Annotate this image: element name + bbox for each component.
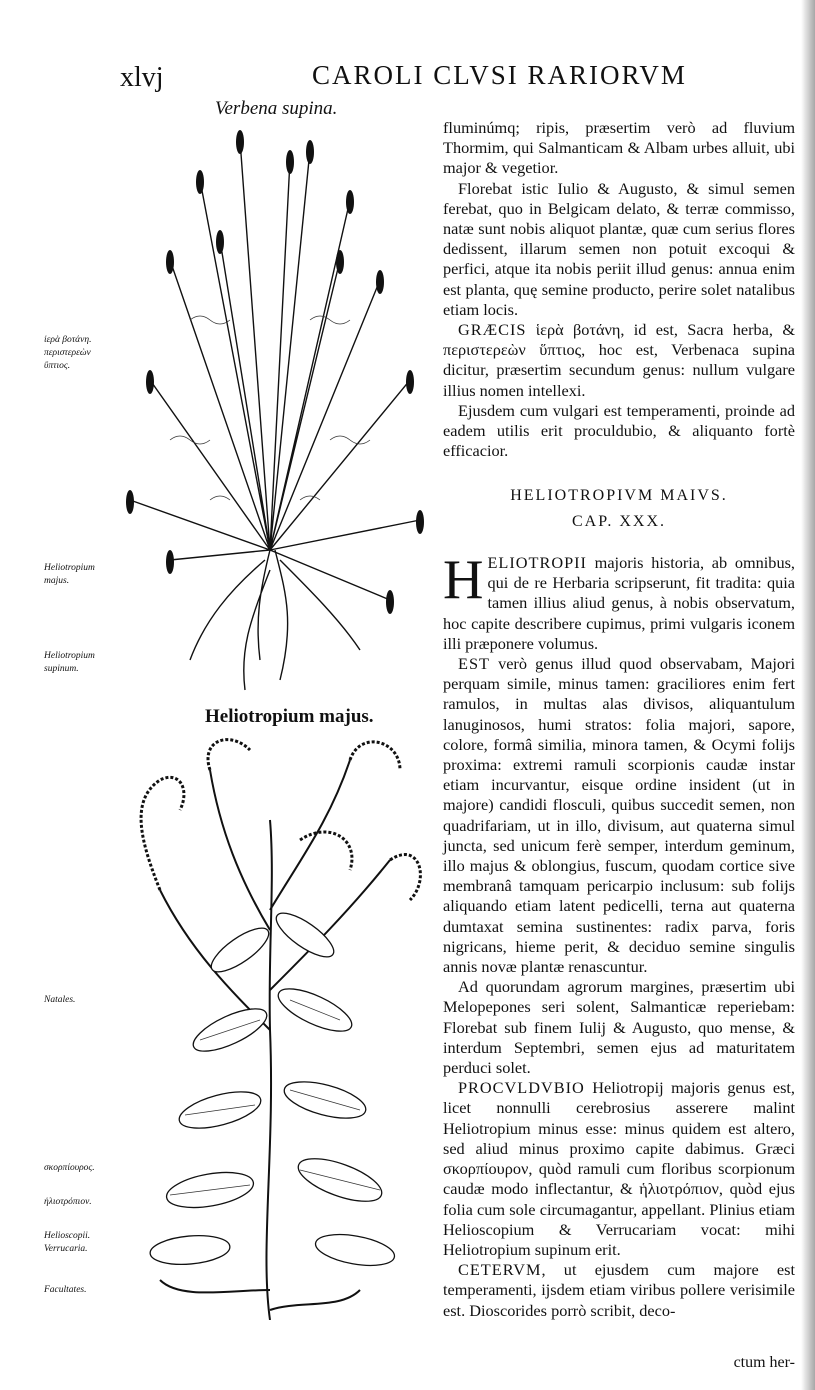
page-edge-shadow	[801, 0, 815, 1390]
lead-word: EST	[458, 654, 490, 674]
paragraph: fluminúmq; ripis, præsertim verò ad fluvium Thormim, qui Salmanticam & Albam urbes alluit, ubi major & vegetior.	[443, 118, 795, 178]
lead-word: ELIOTROPII	[487, 553, 587, 572]
margin-note-natales: Natales.	[44, 995, 76, 1005]
lead-word: GRÆCIS	[458, 320, 527, 340]
paragraph	[443, 1078, 795, 1260]
margin-note-heliotropion: ἡλιοτρόπιον.	[44, 1197, 92, 1207]
margin-note-line: Verrucaria.	[44, 1244, 88, 1254]
heliotropium-majus-illustration	[100, 730, 440, 1320]
margin-note-line: περιστερεὼν	[44, 348, 91, 358]
paragraph-text: ἱερὰ βοτάνη, id est, Sacra herba, & περιστερεὼν ὕπτιος, hoc est, Verbenaca supina dicitur, præsertim secundum genus: nullum vulgare illius nomen intellexi.	[443, 320, 795, 400]
margin-note-line: ἱερὰ βοτάνη.	[44, 335, 92, 345]
drop-cap: H	[443, 549, 484, 611]
paragraph-text: majoris historia, ab omnibus, qui de re Herbaria scripserunt, fit tradita: quia tamen illius aliud genus, à nobis observatum, hoc capite describere cupimus, primi vulgaris iconem illi præponere volumus.	[443, 553, 795, 653]
paragraph-text: Heliotropij majoris genus est, licet nonnulli cerebrosius asserere malint Heliotropium minus esse: minus quidem est altero, sed aliud minus proximo capite dabimus. Græci σκορπίουρον, quòd ramuli cum floribus scorpionum caudæ modo inflectantur, & ἡλιοτρόπιον, quòd ejus folia cum sole circumagantur, appellant. Plinius etiam Helioscopium & Verrucariam vocat: mihi Heliotropium supinum erit.	[443, 1078, 795, 1259]
margin-note-line: Heliotropium	[44, 651, 95, 661]
text-column-chapter	[443, 549, 795, 1321]
chapter-number: CAP. XXX.	[571, 513, 666, 530]
figure-caption-heliotropium: Heliotropium majus.	[205, 706, 374, 727]
margin-note-helioscopii	[44, 1230, 90, 1256]
margin-note-facultates: Facultates.	[44, 1285, 87, 1295]
chapter-title: HELIOTROPIVM MAIVS.	[510, 487, 728, 504]
margin-note-heliotropium-majus	[44, 562, 95, 588]
margin-note-heliotropium-supinum	[44, 650, 95, 676]
margin-note-line: majus.	[44, 576, 70, 586]
margin-note-line: ὕπτιος.	[44, 361, 71, 371]
page-number: xlvj	[120, 62, 164, 93]
paragraph-text: verò genus illud quod observabam, Majori perquam simile, minus tamen: graciliores enim fert ramulos, in multas alas divisos, aliquantulum lanuginosos, humi stratos: folia majori, sapore, colore, formâ similia, minora tamen, & Ocymi folijs proxima: extremi ramuli scorpionis caudæ instar etiam incurvantur, eisque ordine insident (ut in majore) candidi flosculi, quibus succedit semen, non quadrifariam, ut in illo, divisum, aut quaterna simul juncta, sed unicum ferè semper, interdum geminum, illo majus & oblongius, fuscum, quodam cortice sive membranâ tamquam pericarpio inclusum: sub folijs aliquando etiam latent pedicelli, terna aut quaterna dumtaxat semina sustinentes: radix parva, foris nigricans, hieme perit, & deciduo semine singulis annis novæ plantæ renascuntur.	[443, 654, 795, 977]
margin-note-line: Helioscopii.	[44, 1231, 91, 1241]
text-column-top	[443, 118, 795, 461]
paragraph: Ejusdem cum vulgari est temperamenti, proinde ad eadem utilis erit proculdubio, & aliquanto fortè efficacior.	[443, 400, 795, 461]
margin-note-scorpiouros: σκορπίουρος.	[44, 1163, 95, 1173]
lead-word: CETERVM	[458, 1260, 542, 1280]
verbena-supina-illustration	[110, 120, 440, 700]
margin-note-line: Heliotropium	[44, 563, 95, 573]
catchword: ctum her-	[733, 1354, 795, 1371]
margin-note-greek-names	[44, 334, 91, 373]
paragraph	[443, 549, 795, 654]
paragraph	[443, 1260, 795, 1321]
paragraph	[443, 654, 795, 977]
paragraph: Ad quorundam agrorum margines, præsertim ubi Melopepones seri solent, Salmanticæ reperiebam: Florebat sub finem Iulij & Augusto, quo mense, & interdum Septembri, semen ejus ad maturitatem perduci solet.	[443, 977, 795, 1078]
paragraph-text: , ut ejusdem cum majore est temperamenti, ijsdem etiam viribus pollere verisimile est. Dioscorides porrò scribit, deco-	[443, 1260, 795, 1320]
margin-note-line: supinum.	[44, 664, 79, 674]
lead-word: PROCVLDVBIO	[458, 1078, 585, 1098]
figure-caption-verbena: Verbena supina.	[215, 98, 338, 119]
paragraph: Florebat istic Iulio & Augusto, & simul semen ferebat, quo in Belgicam delato, & terræ commisso, natæ sunt nobis aliquot plantæ, quæ cum serius flores dedissent, illarum semen non potuit excoqui & perfici, atque ita nobis periit illud genus: annua enim est planta, quę semine producto, perire solet natalibus etiam locis.	[443, 178, 795, 319]
running-head: CAROLI CLVSI RARIORVM	[312, 60, 687, 90]
paragraph	[443, 320, 795, 401]
